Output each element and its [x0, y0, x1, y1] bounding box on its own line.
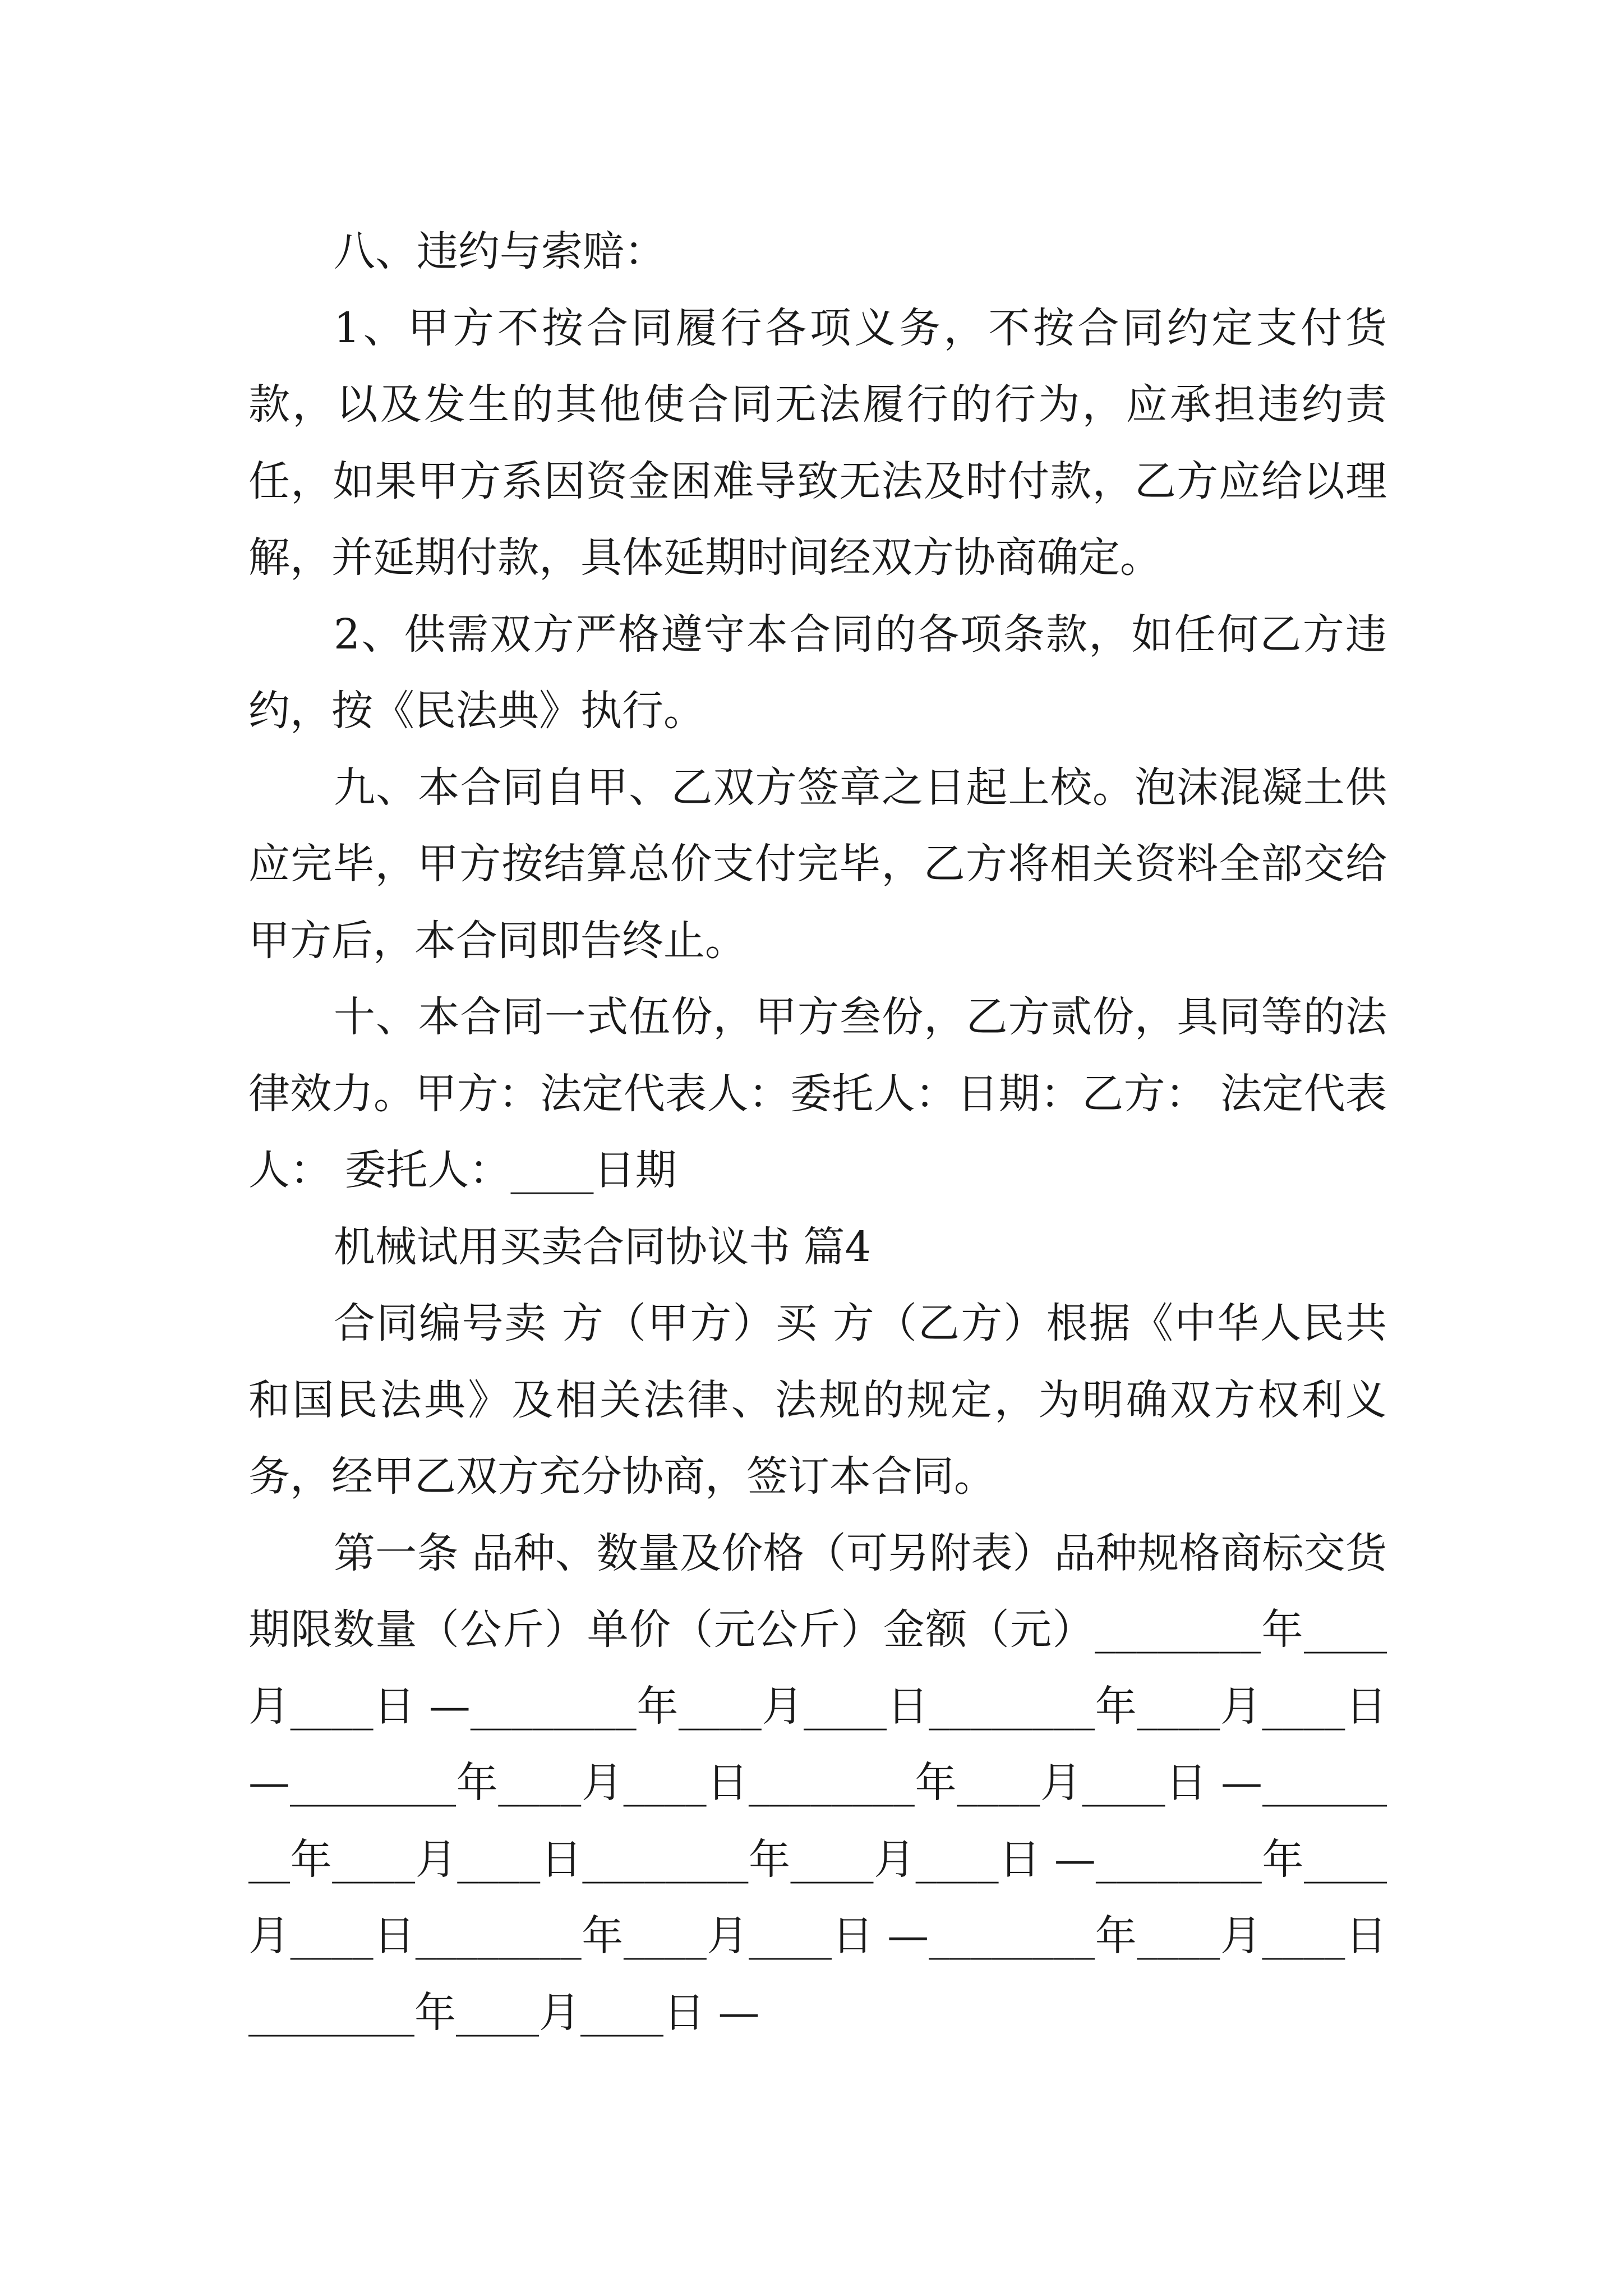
contract-preamble: 合同编号卖 方（甲方）买 方（乙方）根据《中华人民共和国民法典》及相关法律、法规的规定，为明确双方权利义务，经甲乙双方充分协商，签订本合同。	[248, 1299, 1387, 1501]
section-effective-term: 九、本合同自甲、乙双方签章之日起上校。泡沫混凝土供应完毕，甲方按结算总价支付完毕，乙方将相关资料全部交给甲方后，本合同即告终止。	[248, 763, 1387, 965]
section-copies-signatures: 十、本合同一式伍份，甲方叁份，乙方贰份，具同等的法律效力。甲方：法定代表人：委托人：日期：乙方： 法定代表人： 委托人：____日期	[248, 993, 1387, 1194]
section-breach-heading: 八、违约与索赔：	[334, 227, 666, 275]
breach-clause-2: 2、供需双方严格遵守本合同的各项条款，如任何乙方违约，按《民法典》执行。	[248, 610, 1387, 735]
article-1-variety-quantity-price: 第一条 品种、数量及价格（可另附表）品种规格商标交货期限数量（公斤）单价（元公斤）金额（元）________年____月____日 —________年____月____日________年____月____日 —________年____月____日________年____月____日 —________年____月____日________年____月____日 —________年____月____日________年____月____日 —________年____月____日________年____月____日 —	[248, 1529, 1387, 2037]
document-page	[248, 213, 1387, 2051]
contract-title-part-4: 机械试用买卖合同协议书 篇4	[334, 1222, 872, 1271]
breach-clause-1: 1、甲方不按合同履行各项义务，不按合同约定支付货款，以及发生的其他使合同无法履行的行为，应承担违约责任，如果甲方系因资金困难导致无法及时付款，乙方应给以理解，并延期付款，具体延期时间经双方协商确定。	[248, 303, 1387, 582]
